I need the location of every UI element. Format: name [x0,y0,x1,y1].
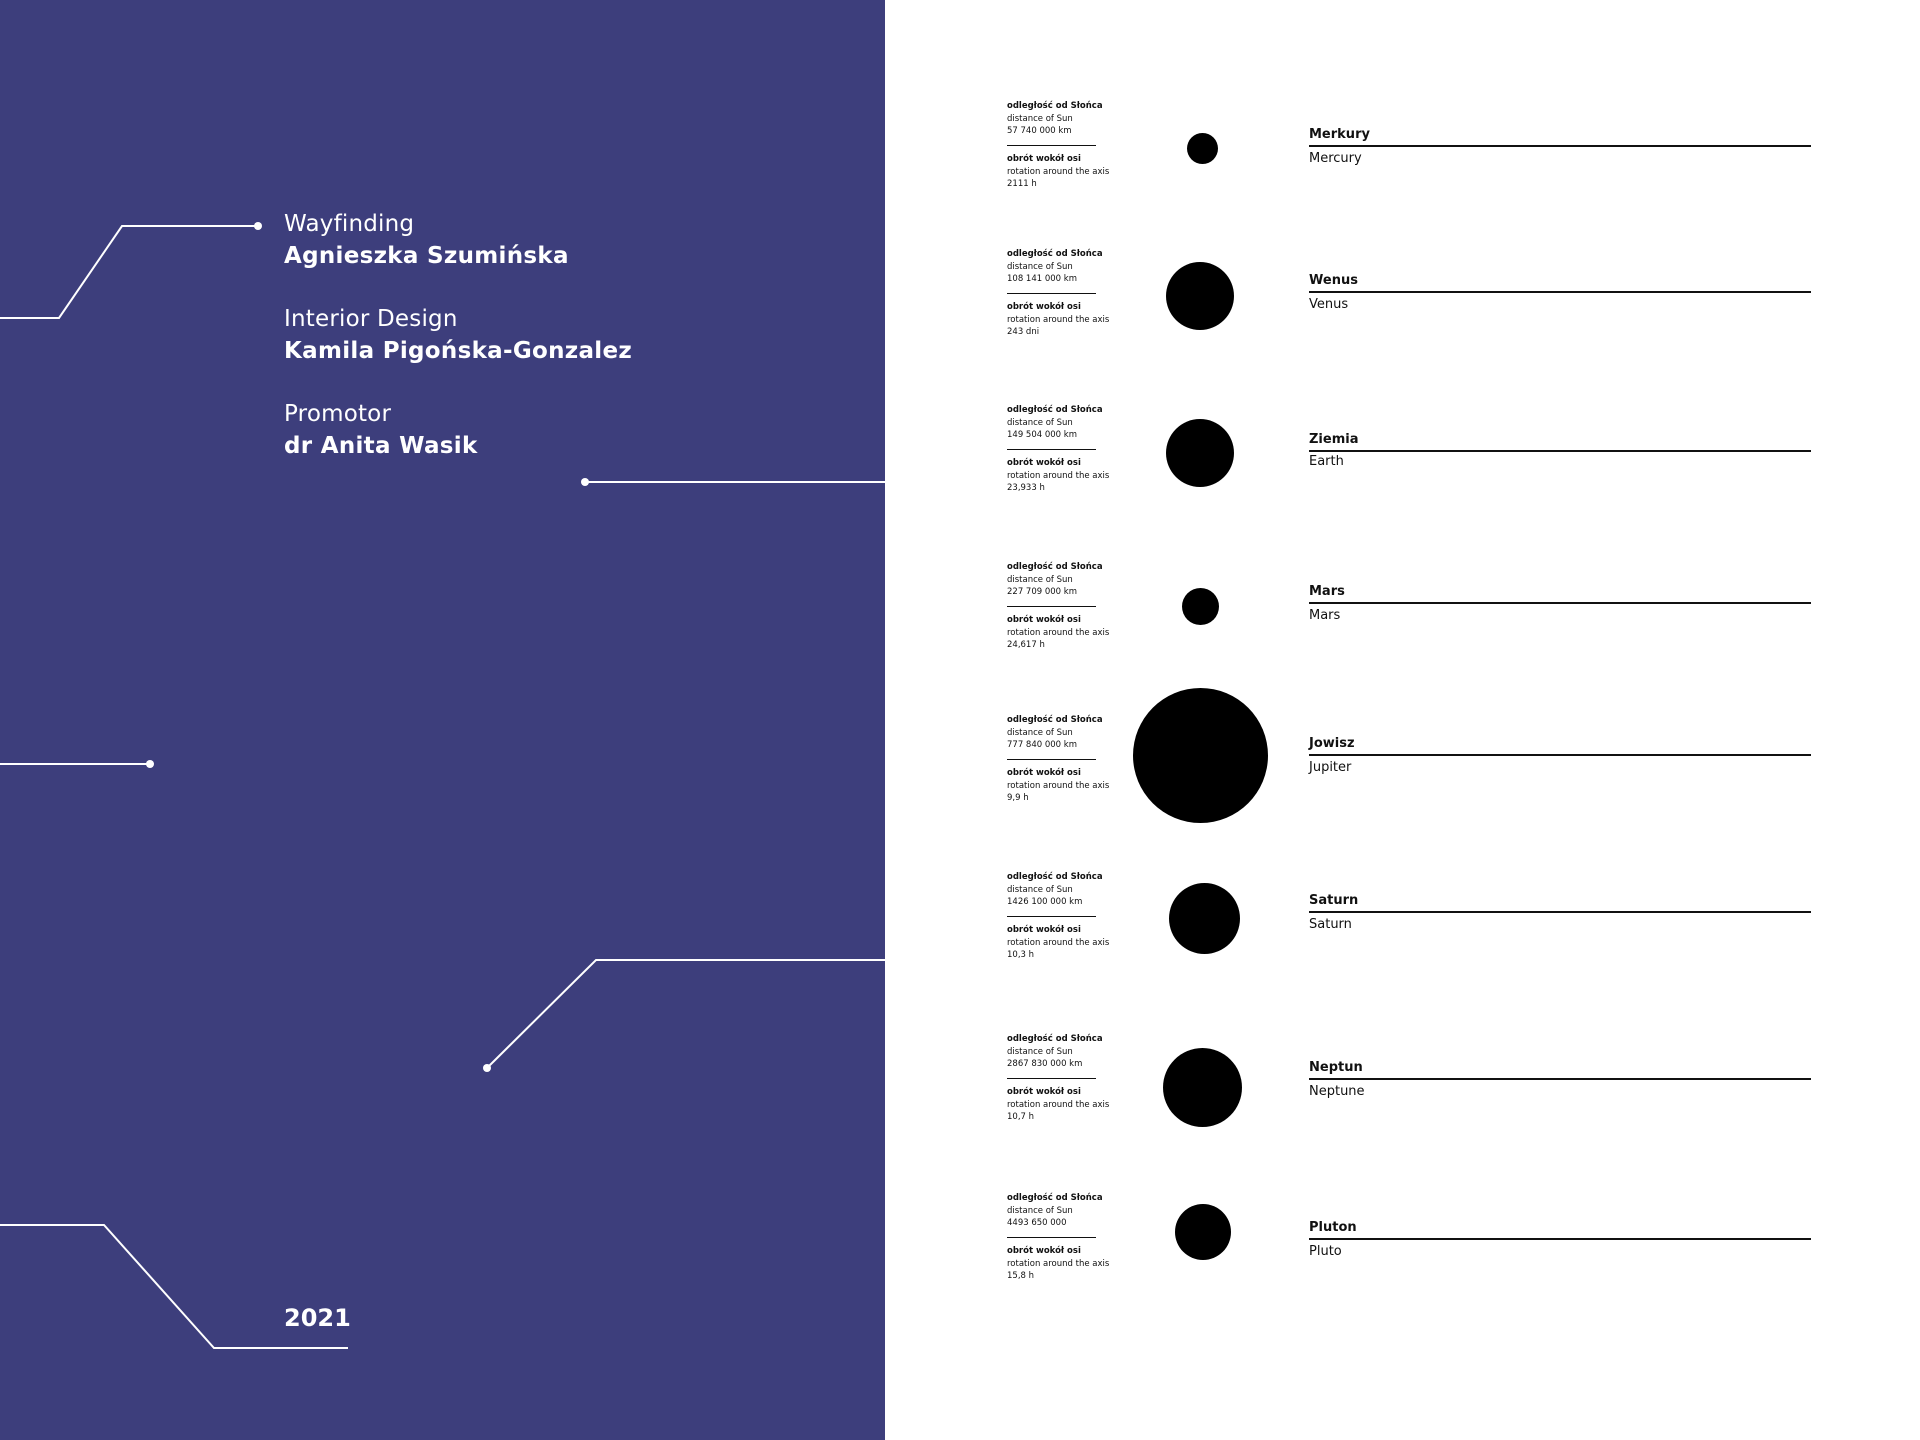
planet-row [1000,100,1820,200]
planet-info [1007,248,1147,339]
planet-info [1007,714,1147,805]
planet-rule [1309,602,1811,604]
rotation-label-en: rotation around the axis [1007,1099,1110,1110]
planet-row [1000,871,1820,971]
planet-row [1000,561,1820,661]
planet-rule [1309,450,1811,452]
planet-row [1000,404,1820,504]
planet-disc-pluto [1175,1204,1231,1260]
distance-value: 108 141 000 km [1007,274,1077,284]
planet-name-en: Mars [1309,608,1341,623]
planet-disc-earth [1166,419,1234,487]
rotation-label-pl: obrót wokół osi [1007,925,1081,936]
distance-label-pl: odległość od Słońca [1007,562,1103,572]
planet-rule [1309,145,1811,147]
planet-info [1007,1033,1147,1124]
info-divider [1007,449,1096,451]
rotation-value: 15,8 h [1007,1271,1035,1282]
distance-value: 2867 830 000 km [1007,1059,1083,1069]
planet-row [1000,1033,1820,1133]
planet-name-pl: Ziemia [1309,432,1359,447]
planet-info [1007,561,1147,652]
distance-label-pl: odległość od Słońca [1007,1034,1103,1044]
rotation-label-pl: obrót wokół osi [1007,1087,1081,1098]
rotation-value: 2111 h [1007,179,1037,190]
rotation-label-en: rotation around the axis [1007,1258,1110,1269]
planet-rule [1309,291,1811,293]
planet-disc-mercury [1187,133,1218,164]
rotation-label-en: rotation around the axis [1007,314,1110,325]
distance-label-en: distance of Sun [1007,1046,1073,1057]
rotation-value: 10,3 h [1007,950,1035,961]
distance-label-pl: odległość od Słońca [1007,872,1103,882]
info-divider [1007,1078,1096,1080]
planet-name-en: Jupiter [1309,760,1352,775]
planet-rule [1309,1238,1811,1240]
distance-value: 777 840 000 km [1007,740,1077,750]
planet-name-en: Venus [1309,297,1349,312]
rotation-label-pl: obrót wokół osi [1007,458,1081,469]
rotation-label-en: rotation around the axis [1007,166,1110,177]
credit-name-wayfinding: Agnieszka Szumińska [284,243,569,269]
planet-name-pl: Jowisz [1309,736,1355,751]
info-divider [1007,145,1096,147]
credit-role-promotor: Promotor [284,401,392,427]
distance-label-pl: odległość od Słońca [1007,715,1103,725]
year: 2021 [284,1304,351,1332]
rotation-value: 9,9 h [1007,793,1029,804]
info-divider [1007,916,1096,918]
planet-info [1007,1192,1147,1283]
credit-role-wayfinding: Wayfinding [284,211,415,237]
info-divider [1007,1237,1096,1239]
rotation-label-en: rotation around the axis [1007,937,1110,948]
planet-name-pl: Mars [1309,584,1345,599]
planet-row [1000,248,1820,348]
rotation-label-pl: obrót wokół osi [1007,302,1081,313]
credit-role-interior: Interior Design [284,306,458,332]
credit-name-interior: Kamila Pigońska-Gonzalez [284,338,633,364]
distance-label-en: distance of Sun [1007,574,1073,585]
planet-name-pl: Neptun [1309,1060,1363,1075]
distance-label-en: distance of Sun [1007,1205,1073,1216]
distance-value: 227 709 000 km [1007,587,1077,597]
rotation-value: 10,7 h [1007,1112,1035,1123]
planet-name-en: Earth [1309,454,1344,469]
planet-disc-venus [1166,262,1234,330]
distance-label-pl: odległość od Słońca [1007,101,1103,111]
planet-disc-neptune [1163,1048,1242,1127]
planet-name-en: Mercury [1309,151,1362,166]
rotation-label-pl: obrót wokół osi [1007,768,1081,779]
distance-label-en: distance of Sun [1007,417,1073,428]
distance-label-en: distance of Sun [1007,261,1073,272]
rotation-label-en: rotation around the axis [1007,780,1110,791]
planet-name-pl: Saturn [1309,893,1359,908]
planet-rule [1309,754,1811,756]
distance-label-pl: odległość od Słońca [1007,249,1103,259]
distance-value: 149 504 000 km [1007,430,1077,440]
rotation-label-pl: obrót wokół osi [1007,615,1081,626]
distance-label-en: distance of Sun [1007,727,1073,738]
distance-value: 1426 100 000 km [1007,897,1083,907]
planet-info [1007,404,1147,495]
rotation-label-pl: obrót wokół osi [1007,154,1081,165]
distance-label-pl: odległość od Słońca [1007,405,1103,415]
left-panel [0,0,885,1440]
info-divider [1007,759,1096,761]
info-divider [1007,606,1096,608]
planet-name-pl: Pluton [1309,1220,1357,1235]
planet-rule [1309,1078,1811,1080]
rotation-label-en: rotation around the axis [1007,627,1110,638]
rotation-value: 24,617 h [1007,640,1045,651]
distance-label-en: distance of Sun [1007,884,1073,895]
planet-disc-mars [1182,588,1219,625]
rotation-label-en: rotation around the axis [1007,470,1110,481]
planet-name-pl: Merkury [1309,127,1370,142]
rotation-value: 23,933 h [1007,483,1045,494]
distance-label-pl: odległość od Słońca [1007,1193,1103,1203]
planet-name-pl: Wenus [1309,273,1358,288]
planet-rule [1309,911,1811,913]
rotation-label-pl: obrót wokół osi [1007,1246,1081,1257]
planet-row [1000,1192,1820,1292]
planet-name-en: Neptune [1309,1084,1365,1099]
distance-label-en: distance of Sun [1007,113,1073,124]
planet-disc-jupiter [1133,688,1268,823]
credit-name-promotor: dr Anita Wasik [284,433,478,459]
rotation-value: 243 dni [1007,327,1040,338]
info-divider [1007,293,1096,295]
circuit-decoration [0,0,885,1440]
planet-disc-saturn [1169,883,1240,954]
distance-value: 57 740 000 km [1007,126,1072,136]
planet-name-en: Pluto [1309,1244,1342,1259]
planet-row [1000,714,1820,814]
planet-name-en: Saturn [1309,917,1352,932]
distance-value: 4493 650 000 [1007,1218,1067,1228]
planet-info [1007,871,1147,962]
planet-info [1007,100,1147,191]
